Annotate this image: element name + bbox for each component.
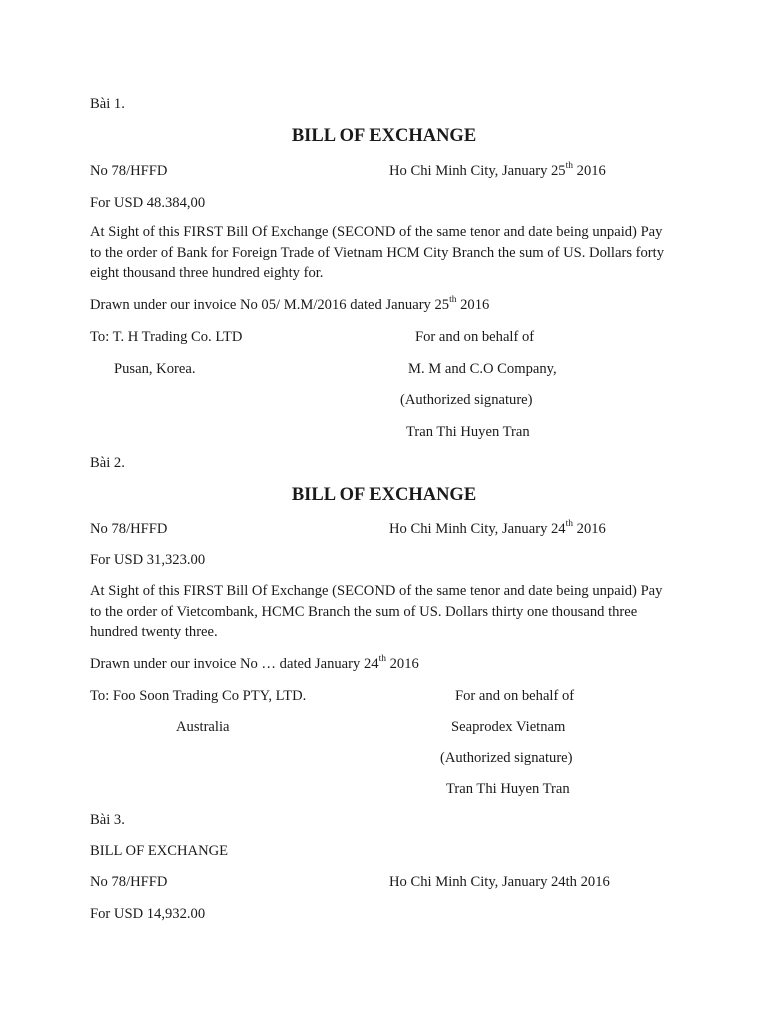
- section-1-drawn-under-text: Drawn under our invoice No 05/ M.M/2016 dated January 25: [90, 297, 450, 313]
- section-2-signature: (Authorized signature): [440, 750, 573, 766]
- section-3-number: No 78/HFFD: [90, 874, 168, 890]
- section-2-drawn-under-year: 2016: [385, 656, 419, 672]
- section-2-place-date: [389, 519, 606, 539]
- section-2-place-date-year: 2016: [573, 521, 606, 537]
- section-1-drawn-under: [90, 295, 489, 315]
- section-2-place-date-sup: th: [565, 519, 573, 530]
- section-2-amount: For USD 31,323.00: [90, 552, 206, 568]
- section-1-to-address: Pusan, Korea.: [114, 361, 196, 377]
- section-1-place-date-text: Ho Chi Minh City, January 25: [389, 163, 566, 179]
- section-1-place-date: [389, 161, 606, 181]
- section-1-signer: Tran Thi Huyen Tran: [406, 424, 530, 440]
- section-2-signer: Tran Thi Huyen Tran: [446, 781, 570, 797]
- section-1-label: Bài 1.: [90, 96, 125, 112]
- section-1-number: No 78/HFFD: [90, 163, 168, 179]
- section-2-to-line: To: Foo Soon Trading Co PTY, LTD.: [90, 688, 307, 704]
- section-1-amount: For USD 48.384,00: [90, 195, 206, 211]
- section-1-drawn-under-year: 2016: [456, 297, 490, 313]
- section-1-drawn-under-sup: th: [449, 295, 457, 306]
- section-2-number: No 78/HFFD: [90, 521, 168, 537]
- section-2-drawn-under-text: Drawn under our invoice No … dated January 24: [90, 656, 379, 672]
- section-3-amount: For USD 14,932.00: [90, 906, 206, 922]
- section-1-title: BILL OF EXCHANGE: [291, 126, 477, 146]
- section-2-title: BILL OF EXCHANGE: [291, 485, 477, 505]
- section-1-behalf: For and on behalf of: [415, 329, 535, 345]
- section-3-place-date: Ho Chi Minh City, January 24th 2016: [389, 874, 610, 890]
- section-3-title: BILL OF EXCHANGE: [90, 843, 229, 859]
- section-1-to-line: To: T. H Trading Co. LTD: [90, 329, 243, 345]
- section-1-signature: (Authorized signature): [400, 392, 533, 408]
- section-2-company: Seaprodex Vietnam: [451, 719, 566, 735]
- section-2-body: At Sight of this FIRST Bill Of Exchange (SECOND of the same tenor and date being unpaid) Pay to the order of Vietcombank, HCMC Branch the sum of US. Dollars thirty one thousand three hundred twenty three.: [90, 583, 663, 640]
- section-2-label: Bài 2.: [90, 455, 125, 471]
- section-2-to-address: Australia: [176, 719, 230, 735]
- section-1-place-date-year: 2016: [573, 163, 606, 179]
- section-1-place-date-sup: th: [565, 161, 573, 172]
- section-3-label: Bài 3.: [90, 812, 125, 828]
- section-2-place-date-text: Ho Chi Minh City, January 24: [389, 521, 566, 537]
- section-2-behalf: For and on behalf of: [455, 688, 575, 704]
- section-2-drawn-under: [90, 654, 419, 674]
- section-2-drawn-under-sup: th: [378, 654, 386, 665]
- section-1-body: At Sight of this FIRST Bill Of Exchange (SECOND of the same tenor and date being unpaid) Pay to the order of Bank for Foreign Trade of Vietnam HCM City Branch the sum of US. Dollars forty eight thousand three hundred eighty for.: [90, 224, 665, 281]
- section-1-company: M. M and C.O Company,: [408, 361, 557, 377]
